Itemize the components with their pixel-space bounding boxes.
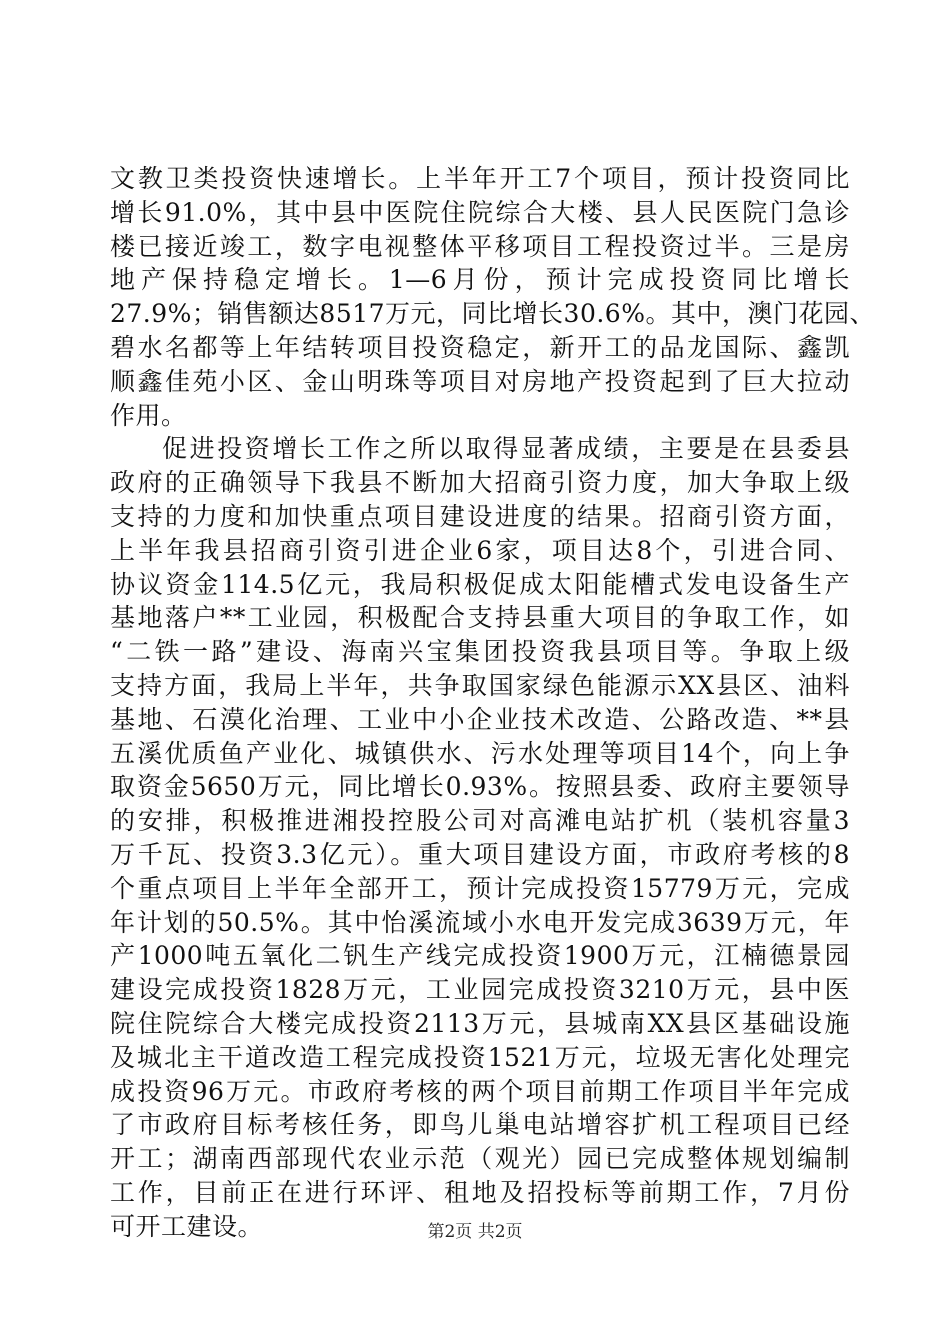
text-line: 增长91.0%，其中县中医院住院综合大楼、县人民医院门急诊 — [110, 197, 850, 227]
paragraph-2 — [110, 432, 850, 1243]
text-line: 的安排，积极推进湘投控股公司对高滩电站扩机（装机容量3 — [110, 806, 850, 836]
text-line: 个重点项目上半年全部开工，预计完成投资15779万元，完成 — [110, 873, 850, 903]
text-line: 协议资金114.5亿元，我局积极促成太阳能槽式发电设备生产 — [110, 569, 850, 599]
document-body — [110, 162, 875, 1244]
page-footer: 第2页 共2页 — [427, 1222, 523, 1242]
text-line: 基地、石漠化治理、工业中小企业技术改造、公路改造、**县 — [110, 704, 850, 734]
text-line: 成投资96万元。市政府考核的两个项目前期工作项目半年完成 — [110, 1076, 850, 1106]
text-line: 支持的力度和加快重点项目建设进度的结果。招商引资方面， — [110, 501, 850, 531]
text-line: 产1000吨五氧化二钒生产线完成投资1900万元，江楠德景园 — [110, 941, 850, 971]
text-line: 促进投资增长工作之所以取得显著成绩，主要是在县委县 — [162, 434, 850, 464]
paragraph-1 — [110, 162, 875, 432]
text-line: “二铁一路”建设、海南兴宝集团投资我县项目等。争取上级 — [110, 637, 850, 667]
text-line: 政府的正确领导下我县不断加大招商引资力度，加大争取上级 — [110, 468, 850, 498]
text-line: 取资金5650万元，同比增长0.93%。按照县委、政府主要领导 — [110, 772, 850, 802]
text-line: 碧水名都等上年结转项目投资稳定，新开工的品龙国际、鑫凯 — [110, 332, 850, 362]
text-line: 年计划的50.5%。其中怡溪流域小水电开发完成3639万元，年 — [110, 907, 850, 937]
text-line: 基地落户**工业园，积极配合支持县重大项目的争取工作，如 — [110, 603, 850, 633]
text-line: 支持方面，我局上半年，共争取国家绿色能源示XX县区、油料 — [110, 670, 850, 700]
text-line: 可开工建设。 — [110, 1211, 264, 1241]
text-line: 建设完成投资1828万元，工业园完成投资3210万元，县中医 — [110, 975, 850, 1005]
text-line: 上半年我县招商引资引进企业6家，项目达8个，引进合同、 — [110, 535, 850, 565]
text-line: 院住院综合大楼完成投资2113万元，县城南XX县区基础设施 — [110, 1008, 850, 1038]
text-line: 万千瓦、投资3.3亿元）。重大项目建设方面，市政府考核的8 — [110, 839, 850, 869]
text-line: 楼已接近竣工，数字电视整体平移项目工程投资过半。三是房 — [110, 231, 850, 261]
text-line: 五溪优质鱼产业化、城镇供水、污水处理等项目14个，向上争 — [110, 738, 850, 768]
text-line: 开工；湖南西部现代农业示范（观光）园已完成整体规划编制 — [110, 1144, 850, 1174]
text-line: 顺鑫佳苑小区、金山明珠等项目对房地产投资起到了巨大拉动 — [110, 366, 850, 396]
text-line: 工作，目前正在进行环评、租地及招投标等前期工作，7月份 — [110, 1177, 850, 1207]
text-line: 文教卫类投资快速增长。上半年开工7个项目，预计投资同比 — [110, 164, 850, 193]
text-line: 了市政府目标考核任务，即鸟儿巢电站增容扩机工程项目已经 — [110, 1110, 850, 1140]
text-line: 及城北主干道改造工程完成投资1521万元，垃圾无害化处理完 — [110, 1042, 850, 1072]
text-line: 27.9%；销售额达8517万元，同比增长30.6%。其中，澳门花园、 — [110, 299, 875, 329]
text-line: 地产保持稳定增长。1—6月份，预计完成投资同比增长 — [110, 265, 850, 295]
text-line: 作用。 — [110, 400, 187, 430]
